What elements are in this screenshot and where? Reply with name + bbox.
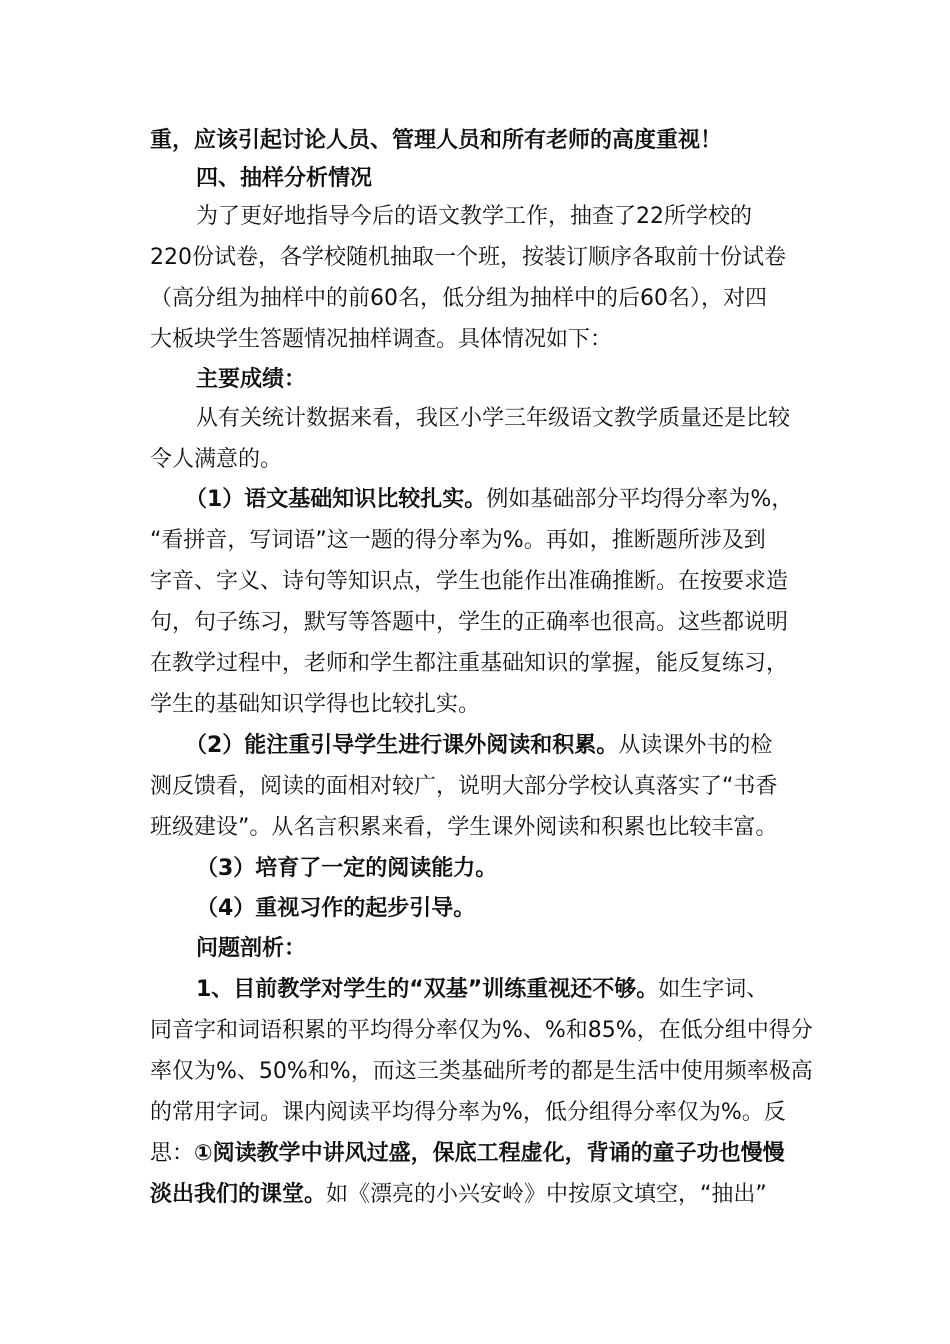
- text-line: [150, 1096, 810, 1130]
- text-line: [196, 402, 810, 436]
- text-run: 例如基础部分平均得分率为%，: [486, 487, 794, 512]
- text-line: [150, 323, 810, 357]
- subheading-text: 主要成绩：: [196, 367, 307, 392]
- list-item: [196, 852, 810, 886]
- text-run: 的常用字词。课内阅读平均得分率为%，低分组得分率仅为%。反: [150, 1100, 786, 1125]
- text-line: [196, 200, 810, 234]
- text-line: [150, 811, 810, 845]
- subheading: [196, 932, 810, 966]
- text-run: 学生的基础知识学得也比较扎实。: [150, 692, 481, 717]
- text-line: [150, 282, 810, 316]
- text-line: [185, 729, 810, 763]
- subheading: [196, 363, 810, 397]
- text-line: [150, 1014, 813, 1048]
- text-run: 为了更好地指导今后的语文教学工作，抽查了22所学校的: [196, 204, 752, 229]
- text-run: 率仅为%、50%和%，而这三类基础所考的都是生活中使用频率极高: [150, 1059, 813, 1084]
- text-run: 班级建设”。从名言积累来看，学生课外阅读和积累也比较丰富。: [150, 815, 778, 840]
- text-line: [150, 1055, 813, 1089]
- text-line: [150, 1137, 810, 1171]
- text-line: [150, 770, 810, 804]
- text-run: 220份试卷，各学校随机抽取一个班，按装订顺序各取前十份试卷: [150, 245, 786, 270]
- list-item: [196, 892, 810, 926]
- text-run: 在教学过程中，老师和学生都注重基础知识的掌握，能反复练习，: [150, 651, 789, 676]
- text-run: 同音字和词语积累的平均得分率仅为%、%和85%，在低分组中得分: [150, 1018, 813, 1043]
- text-run-bold: （2）能注重引导学生进行课外阅读和积累。: [185, 733, 619, 758]
- section-heading-text: 四、抽样分析情况: [196, 166, 373, 191]
- text-line: [150, 524, 810, 558]
- text-run: （高分组为抽样中的前60名，低分组为抽样中的后60名），对四: [150, 286, 767, 311]
- text-run: 测反馈看，阅读的面相对较广，说明大部分学校认真落实了“书香: [150, 774, 778, 799]
- text-run: 如《漂亮的小兴安岭》中按原文填空，“抽出”: [326, 1182, 767, 1207]
- text-run: 字音、字义、诗句等知识点，学生也能作出准确推断。在按要求造: [150, 569, 789, 594]
- text-run: 如生字词、: [658, 977, 769, 1002]
- list-item-text: （4）重视习作的起步引导。: [196, 896, 476, 921]
- text-run-bold: 重，应该引起讨论人员、管理人员和所有老师的高度重视！: [150, 128, 723, 153]
- text-run: 句，句子练习，默写等答题中，学生的正确率也很高。这些都说明: [150, 610, 789, 635]
- text-line: [150, 688, 810, 722]
- text-run: “看拼音，写词语”这一题的得分率为%。再如，推断题所涉及到: [150, 528, 766, 553]
- text-line: [150, 606, 810, 640]
- text-line: [150, 443, 810, 477]
- text-run: 从读课外书的检: [618, 733, 773, 758]
- text-line: [150, 241, 810, 275]
- section-heading: [196, 162, 810, 196]
- list-item-text: （3）培育了一定的阅读能力。: [196, 856, 498, 881]
- text-run: 令人满意的。: [150, 447, 283, 472]
- text-run: 从有关统计数据来看，我区小学三年级语文教学质量还是比较: [196, 406, 791, 431]
- text-line: [150, 1178, 810, 1212]
- text-run-bold: ①阅读教学中讲风过盛，保底工程虚化，背诵的童子功也慢慢: [194, 1141, 785, 1166]
- text-run-bold: 1、目前教学对学生的“双基”训练重视还不够。: [196, 977, 659, 1002]
- text-run: 思：: [150, 1141, 195, 1166]
- text-run-bold: （1）语文基础知识比较扎实。: [185, 487, 487, 512]
- text-line: [150, 565, 810, 599]
- text-run: 大板块学生答题情况抽样调查。具体情况如下：: [150, 327, 613, 352]
- text-line: [150, 124, 810, 158]
- text-line: [150, 647, 810, 681]
- text-run-bold: 淡出我们的课堂。: [150, 1182, 327, 1207]
- text-line: [185, 483, 810, 517]
- subheading-text: 问题剖析：: [196, 936, 307, 961]
- text-line: [196, 973, 810, 1007]
